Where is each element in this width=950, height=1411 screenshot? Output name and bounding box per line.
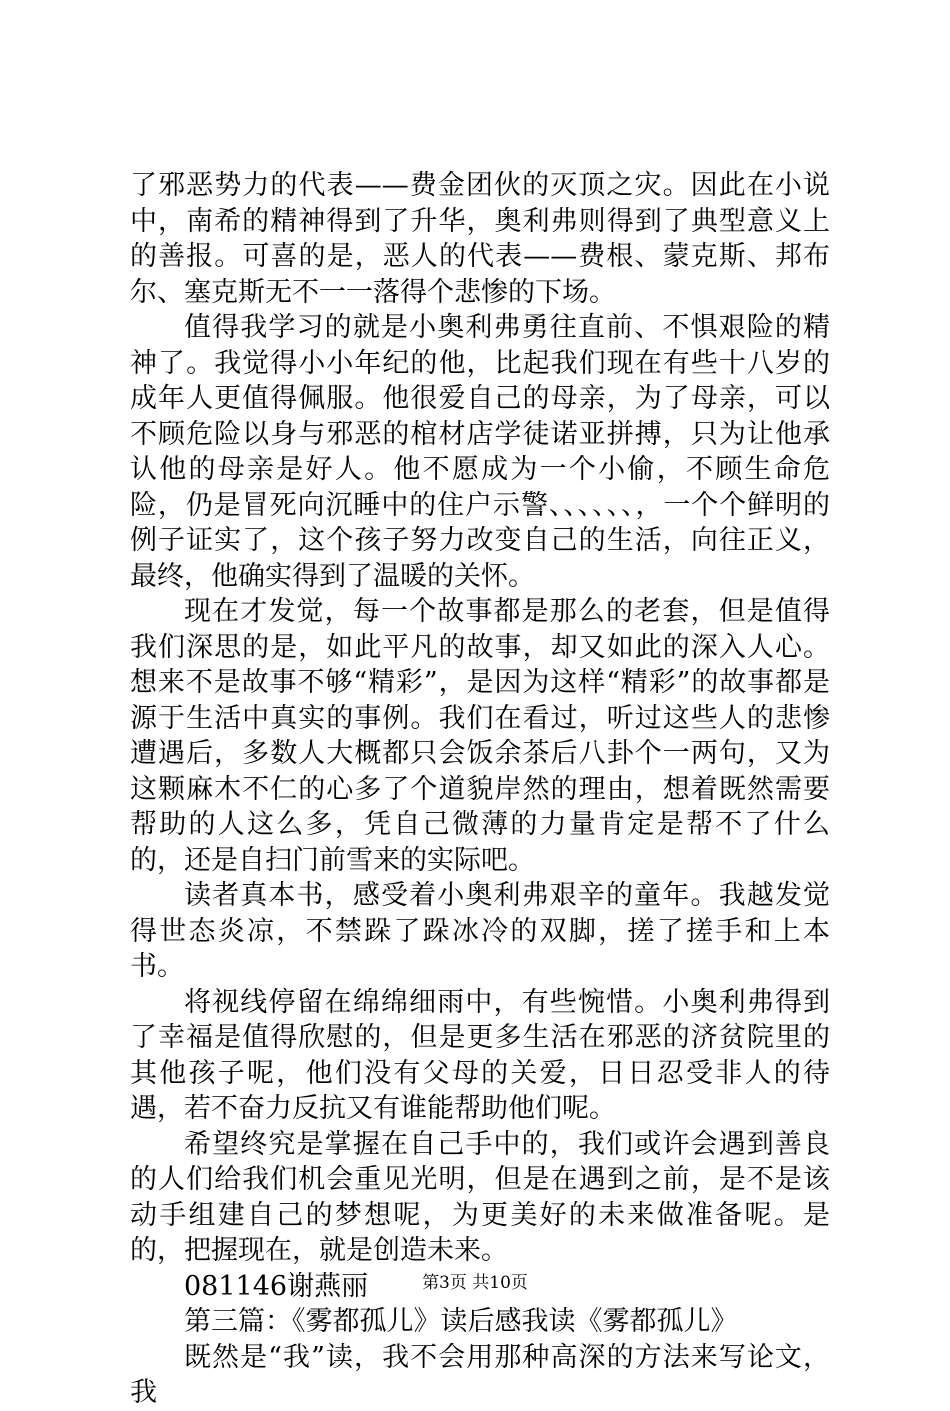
paragraph-2: 值得我学习的就是小奥利弗勇往直前、不惧艰险的精神了。我觉得小小年纪的他，比起我们现在有些十八岁的成年人更值得佩服。他很爱自己的母亲，为了母亲，可以不顾危险以身与邪恶的棺材店学徒诺亚拼搏，只为让他承认他的母亲是好人。他不愿成为一个小偷，不顾生命危险，仍是冒死向沉睡中的住户示警、、、、、、，一个个鲜明的例子证实了，这个孩子努力改变自己的生活，向往正义，最终，他确实得到了温暖的关怀。	[130, 312, 830, 592]
page-footer: 第3页 共10页	[422, 1273, 528, 1293]
paragraph-6: 希望终究是掌握在自己手中的，我们或许会遇到善良的人们给我们机会重见光明，但是在遇到之前，是不是该动手组建自己的梦想呢，为更美好的未来做准备呢。是的，把握现在，就是创造未来。	[130, 1128, 830, 1266]
paragraph-4: 读者真本书，感受着小奥利弗艰辛的童年。我越发觉得世态炎凉，不禁跺了跺冰冷的双脚，搓了搓手和上本书。	[130, 880, 830, 982]
paragraph-5: 将视线停留在绵绵细雨中，有些惋惜。小奥利弗得到了幸福是值得欣慰的，但是更多生活在邪恶的济贫院里的其他孩子呢，他们没有父母的关爱，日日忍受非人的待遇，若不奋力反抗又有谁能帮助他们呢。	[130, 986, 830, 1124]
paragraph-1: 了邪恶势力的代表——费金团伙的灭顶之灾。因此在小说中，南希的精神得到了升华，奥利弗则得到了典型意义上的善报。可喜的是，恶人的代表——费根、蒙克斯、邦布尔、塞克斯无不一一落得个悲惨的下场。	[130, 170, 830, 308]
author-id-line: 081146谢燕丽	[184, 1270, 369, 1302]
chapter-heading: 第三篇：《雾都孤儿》读后感我读《雾都孤儿》	[184, 1306, 738, 1337]
paragraph-last: 既然是“我”读，我不会用那种高深的方法来写论文，我	[130, 1341, 830, 1408]
paragraph-3: 现在才发觉，每一个故事都是那么的老套，但是值得我们深思的是，如此平凡的故事，却又如此的深入人心。想来不是故事不够“精彩”，是因为这样“精彩”的故事都是源于生活中真实的事例。我们在看过，听过这些人的悲惨遭遇后，多数人大概都只会饭余茶后八卦个一两句，又为这颗麻木不仁的心多了个道貌岸然的理由，想着既然需要帮助的人这么多，凭自己微薄的力量肯定是帮不了什么的，还是自扫门前雪来的实际吧。	[130, 596, 830, 876]
document-body	[130, 168, 830, 1411]
